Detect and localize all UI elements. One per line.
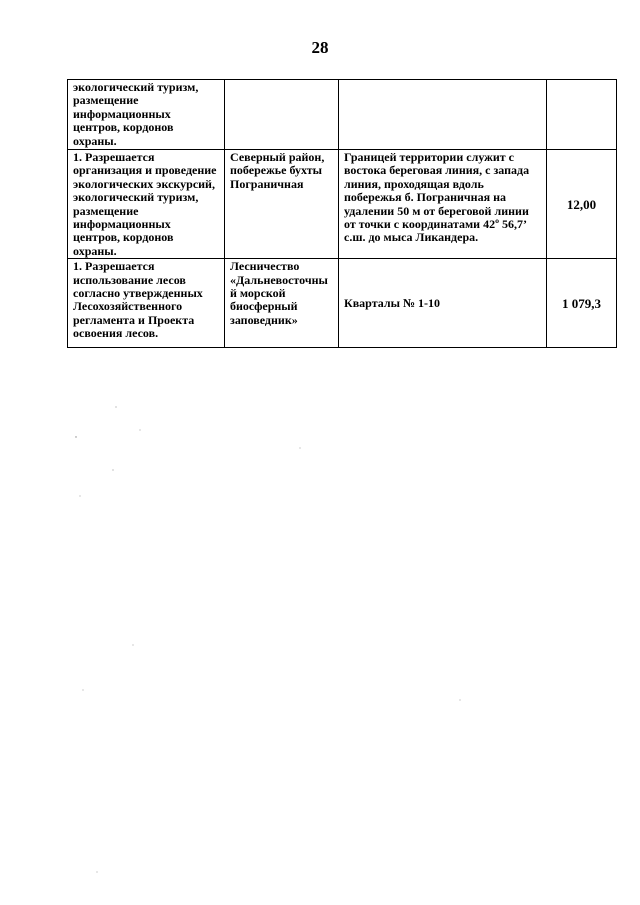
location-cell: [225, 259, 339, 348]
boundary-text: Кварталы № 1-10: [344, 296, 440, 311]
activity-text: 1. Разрешается организация и проведение экологических экскурсий, экологический туризм, размещение информационных центров, кордонов охраны.: [73, 150, 217, 258]
boundary-cell: [339, 80, 547, 150]
activity-cell: [68, 150, 225, 259]
table-row: [68, 80, 617, 150]
location-text: Северный район, побережье бухты Пограничная: [230, 150, 325, 191]
activity-cell: [68, 80, 225, 150]
boundary-cell: [339, 259, 547, 348]
activity-cell: [68, 259, 225, 348]
boundary-cell: [339, 150, 547, 259]
location-cell: [225, 80, 339, 150]
location-cell: [225, 150, 339, 259]
area-text: 1 079,3: [562, 296, 601, 312]
area-cell: [547, 259, 617, 348]
boundary-text: Границей территории служит с востока береговая линия, с запада линия, проходящая вдоль побережья б. Пограничная на удалении 50 м от береговой линии от точки с координатами 42º 56,7’ с.ш. до мыса Ликандера.: [344, 150, 530, 245]
area-text: 12,00: [566, 196, 597, 212]
activity-text: 1. Разрешается использование лесов согласно утвержденных Лесохозяйственного регламента и Проекта освоения лесов.: [73, 259, 203, 341]
zones-table: [67, 79, 617, 348]
table-row: [68, 150, 617, 259]
table-row: [68, 259, 617, 348]
activity-text: экологический туризм, размещение информационных центров, кордонов охраны.: [73, 80, 199, 148]
location-text: Лесничество «Дальневосточны й морской биосферный заповедник»: [230, 259, 328, 327]
area-cell: [547, 150, 617, 259]
area-cell: [547, 80, 617, 150]
page-number: 28: [311, 38, 329, 57]
